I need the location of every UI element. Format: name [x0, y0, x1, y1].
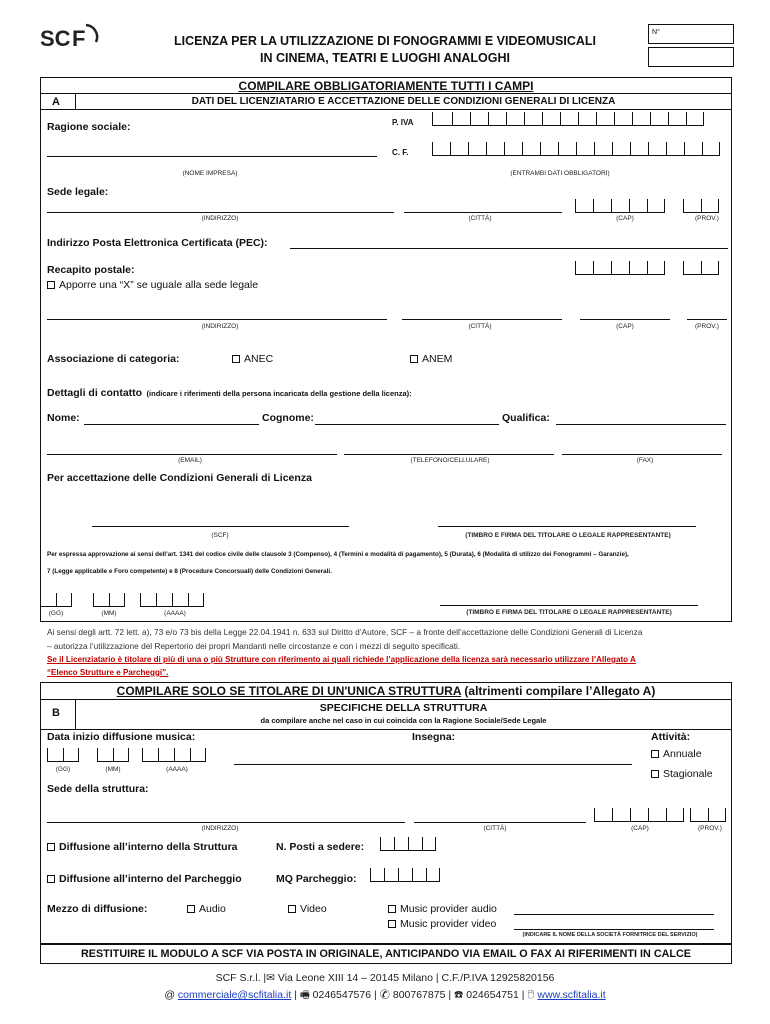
section-a-letter: A [52, 96, 60, 108]
struttura-citta-input[interactable] [414, 822, 586, 823]
gg-caption: (GG) [48, 610, 64, 617]
struttura-cap-field[interactable] [594, 808, 684, 822]
dettagli-note: (indicare i riferimenti della persona incaricata della gestione della licenza): [146, 389, 412, 398]
website-link[interactable]: www.scfitalia.it [537, 989, 606, 1001]
mp-video-text: Music provider video [400, 918, 497, 930]
aaaa-caption: (AAAA) [164, 610, 186, 617]
legal-line-2: – autorizza l’utilizzazione del Repertorio dei propri Mandanti nelle circostanze e con i mezzi di seguito specificati. [47, 641, 461, 651]
approvazione-gg-field[interactable] [40, 593, 72, 607]
insegna-label: Insegna: [412, 731, 456, 743]
anem-text: ANEM [422, 353, 453, 365]
pec-input[interactable] [290, 248, 728, 249]
prov-caption: (PROV.) [695, 215, 719, 222]
stagionale-option[interactable] [651, 768, 713, 780]
mq-field[interactable] [370, 868, 440, 882]
mp-audio-text: Music provider audio [400, 903, 497, 915]
video-text: Video [300, 903, 327, 915]
audio-option[interactable] [187, 903, 226, 915]
sede-legale-indirizzo-input[interactable] [47, 212, 394, 213]
stagionale-checkbox[interactable] [651, 770, 659, 778]
struttura-prov-caption: (PROV.) [698, 825, 722, 832]
diff-struttura-checkbox[interactable] [47, 843, 55, 851]
nome-label: Nome: [47, 412, 80, 424]
piva-label: P. IVA [392, 118, 414, 127]
at-icon: @ [164, 989, 175, 1001]
legal-line-1: Ai sensi degli artt. 72 lett. a), 73 e/o 73 bis della Legge 22.04.1941 n. 633 sul Diritto d’Autore, SCF – a fronte dell’accettazione delle Condizioni Generali di Licenza [47, 627, 643, 637]
stagionale-text: Stagionale [663, 768, 713, 780]
video-option[interactable] [288, 903, 327, 915]
qualifica-input[interactable] [556, 424, 726, 425]
section-b-banner-bold: COMPILARE SOLO SE TITOLARE DI UN'UNICA STRUTTURA [116, 684, 462, 698]
recapito-citta-input[interactable] [402, 319, 562, 320]
mp-video-input[interactable] [514, 929, 714, 930]
associazione-label: Associazione di categoria: [47, 353, 180, 365]
approvazione-line-1: Per espressa approvazione ai sensi dell’art. 1341 del codice civile delle clausole 3 (Compenso), 4 (Termini e modalità di pagamento), 5 (Durata), 6 (Modalità di utilizzo dei Fonogrammi – Garanzie), [47, 551, 629, 558]
section-a-banner: COMPILARE OBBLIGATORIAMENTE TUTTI I CAMPI [238, 79, 534, 93]
legal-red-1: Se il Licenziatario è titolare di più di una o più Strutture con riferimento ai quali richiede l’applicazione della licenza sarà necessario utilizzare l’Allegato A [47, 655, 636, 664]
telefono-caption: (TELEFONO/CELLULARE) [410, 457, 490, 464]
titolare-signature-line-2[interactable] [440, 605, 698, 606]
mezzo-label: Mezzo di diffusione: [47, 903, 148, 915]
approvazione-line-2: 7 (Legge applicabile e Foro competente) e 8 (Procedure Concorsuali) delle Condizioni Generali. [47, 568, 332, 575]
cognome-input[interactable] [315, 424, 499, 425]
recapito-citta-caption: (CITTÀ) [468, 323, 492, 330]
indirizzo-caption: (INDIRIZZO) [201, 215, 239, 222]
anec-text: ANEC [244, 353, 274, 365]
diff-struttura-text: Diffusione all’interno della Struttura [59, 841, 238, 853]
mp-audio-checkbox[interactable] [388, 905, 396, 913]
timbro-caption-1: (TIMBRO E FIRMA DEL TITOLARE O LEGALE RAPPRESENTANTE) [465, 532, 671, 539]
recapito-cap-top-field[interactable] [575, 261, 665, 275]
title-line-2: IN CINEMA, TEATRI E LUOGHI ANALOGHI [260, 51, 510, 65]
anec-checkbox[interactable] [232, 355, 240, 363]
ragione-sociale-label: Ragione sociale: [47, 121, 131, 133]
posti-label: N. Posti a sedere: [276, 841, 365, 853]
section-b-title: SPECIFICHE DELLA STRUTTURA [319, 702, 488, 714]
restituire-text: RESTITUIRE IL MODULO A SCF VIA POSTA IN ORIGINALE, ANTICIPANDO VIA EMAIL O FAX AI RIFERIMENTI IN CALCE [80, 948, 692, 960]
mp-video-checkbox[interactable] [388, 920, 396, 928]
sede-legale-citta-input[interactable] [404, 212, 562, 213]
sede-legale-label: Sede legale: [47, 186, 109, 198]
telefono-input[interactable] [344, 454, 554, 455]
cf-label: C. F. [392, 148, 409, 157]
diff-parcheggio-checkbox[interactable] [47, 875, 55, 883]
data-inizio-gg-field[interactable] [47, 748, 79, 762]
posti-field[interactable] [380, 837, 436, 851]
anec-option[interactable] [232, 353, 273, 365]
struttura-indirizzo-input[interactable] [47, 822, 405, 823]
b-mm-caption: (MM) [105, 766, 121, 773]
titolare-signature-line[interactable] [438, 526, 696, 527]
scf-caption: (SCF) [211, 532, 229, 539]
cognome-label: Cognome: [262, 412, 314, 424]
legal-red-2: “Elenco Strutture e Parcheggi”. [47, 668, 169, 677]
entrambi-caption: (ENTRAMBI DATI OBBLIGATORI) [510, 170, 610, 177]
dettagli-row [47, 383, 412, 401]
cf-field[interactable] [432, 142, 720, 156]
diff-parcheggio-text: Diffusione all’interno del Parcheggio [59, 873, 242, 885]
mp-video-option[interactable] [388, 918, 496, 930]
nome-impresa-caption: (NOME IMPRESA) [182, 170, 238, 177]
phone-text: ✆ 800767875 | ☎ 024654751 | 🖰 [379, 989, 535, 1001]
section-a-frame [40, 77, 732, 622]
fax-caption: (FAX) [636, 457, 654, 464]
data-inizio-aaaa-field[interactable] [142, 748, 206, 762]
qualifica-label: Qualifica: [502, 412, 550, 424]
audio-checkbox[interactable] [187, 905, 195, 913]
citta-caption: (CITTÀ) [468, 215, 492, 222]
approvazione-mm-field[interactable] [93, 593, 125, 607]
sede-struttura-label: Sede della struttura: [47, 783, 149, 795]
diff-struttura-option[interactable] [47, 841, 238, 853]
accettazione-label: Per accettazione delle Condizioni Generali di Licenza [47, 472, 312, 484]
section-a-title: DATI DEL LICENZIATARIO E ACCETTAZIONE DELLE CONDIZIONI GENERALI DI LICENZA [191, 96, 616, 107]
apporre-text: Apporre una “X” se uguale alla sede legale [59, 279, 259, 291]
fax-input[interactable] [562, 454, 722, 455]
societa-caption: (INDICARE IL NOME DELLA SOCIETÀ FORNITRICE DEL SERVIZIO) [522, 932, 698, 938]
nome-input[interactable] [84, 424, 259, 425]
piva-field[interactable] [432, 112, 704, 126]
svg-text:SC: SC [40, 26, 71, 51]
recapito-indirizzo-caption: (INDIRIZZO) [201, 323, 239, 330]
mm-caption: (MM) [101, 610, 117, 617]
data-inizio-mm-field[interactable] [97, 748, 129, 762]
recapito-cap-input[interactable] [580, 319, 670, 320]
sede-legale-cap-field[interactable] [575, 199, 665, 213]
number-box-2[interactable] [648, 47, 734, 67]
pec-label: Indirizzo Posta Elettronica Certificata (PEC): [47, 237, 268, 249]
fax-text: | 🖷 0246547576 | [294, 989, 377, 1001]
insegna-input[interactable] [234, 764, 632, 765]
apporre-option[interactable] [47, 279, 258, 291]
anem-checkbox[interactable] [410, 355, 418, 363]
struttura-indirizzo-caption: (INDIRIZZO) [201, 825, 239, 832]
section-b-letter: B [52, 707, 60, 719]
number-label: N° [652, 29, 660, 36]
anem-option[interactable] [410, 353, 452, 365]
ragione-sociale-input[interactable] [47, 156, 377, 157]
dettagli-label: Dettagli di contatto [47, 387, 143, 399]
cap-caption: (CAP) [616, 215, 634, 222]
struttura-citta-caption: (CITTÀ) [483, 825, 507, 832]
annuale-checkbox[interactable] [651, 750, 659, 758]
scf-signature-line[interactable] [92, 526, 349, 527]
recapito-cap-caption: (CAP) [616, 323, 634, 330]
section-b-banner [40, 684, 732, 698]
section-b-banner-rest: (altrimenti compilare l’Allegato A) [461, 684, 656, 698]
b-gg-caption: (GG) [55, 766, 71, 773]
email-input[interactable] [47, 454, 337, 455]
data-inizio-label: Data inizio diffusione musica: [47, 731, 196, 743]
email-caption: (EMAIL) [178, 457, 202, 464]
attivita-label: Attività: [651, 731, 691, 743]
footer-contacts [0, 987, 770, 1005]
title-line-1: LICENZA PER LA UTILIZZAZIONE DI FONOGRAMMI E VIDEOMUSICALI [174, 34, 596, 48]
struttura-prov-field[interactable] [690, 808, 726, 822]
recapito-label: Recapito postale: [47, 264, 135, 276]
email-link[interactable]: commerciale@scfitalia.it [177, 989, 292, 1001]
number-box[interactable] [648, 24, 734, 44]
mp-audio-input[interactable] [514, 914, 714, 915]
recapito-prov-top-field[interactable] [683, 261, 719, 275]
svg-text:F: F [72, 26, 86, 51]
annuale-option[interactable] [651, 748, 702, 760]
diff-parcheggio-option[interactable] [47, 873, 242, 885]
recapito-prov-input[interactable] [687, 319, 727, 320]
audio-text: Audio [199, 903, 226, 915]
mp-audio-option[interactable] [388, 903, 497, 915]
struttura-cap-caption: (CAP) [631, 825, 649, 832]
timbro-caption-2: (TIMBRO E FIRMA DEL TITOLARE O LEGALE RAPPRESENTANTE) [466, 609, 672, 616]
mq-label: MQ Parcheggio: [276, 873, 357, 885]
sede-legale-prov-field[interactable] [683, 199, 719, 213]
annuale-text: Annuale [663, 748, 702, 760]
video-checkbox[interactable] [288, 905, 296, 913]
b-aaaa-caption: (AAAA) [166, 766, 188, 773]
recapito-indirizzo-input[interactable] [47, 319, 387, 320]
section-b-subtitle: da compilare anche nel caso in cui coincida con la Ragione Sociale/Sede Legale [260, 716, 547, 725]
apporre-checkbox[interactable] [47, 281, 55, 289]
footer-address: SCF S.r.l. |✉ Via Leone XIII 14 – 20145 Milano | C.F./P.IVA 12925820156 [215, 972, 555, 984]
approvazione-aaaa-field[interactable] [140, 593, 204, 607]
recapito-prov-caption: (PROV.) [695, 323, 719, 330]
